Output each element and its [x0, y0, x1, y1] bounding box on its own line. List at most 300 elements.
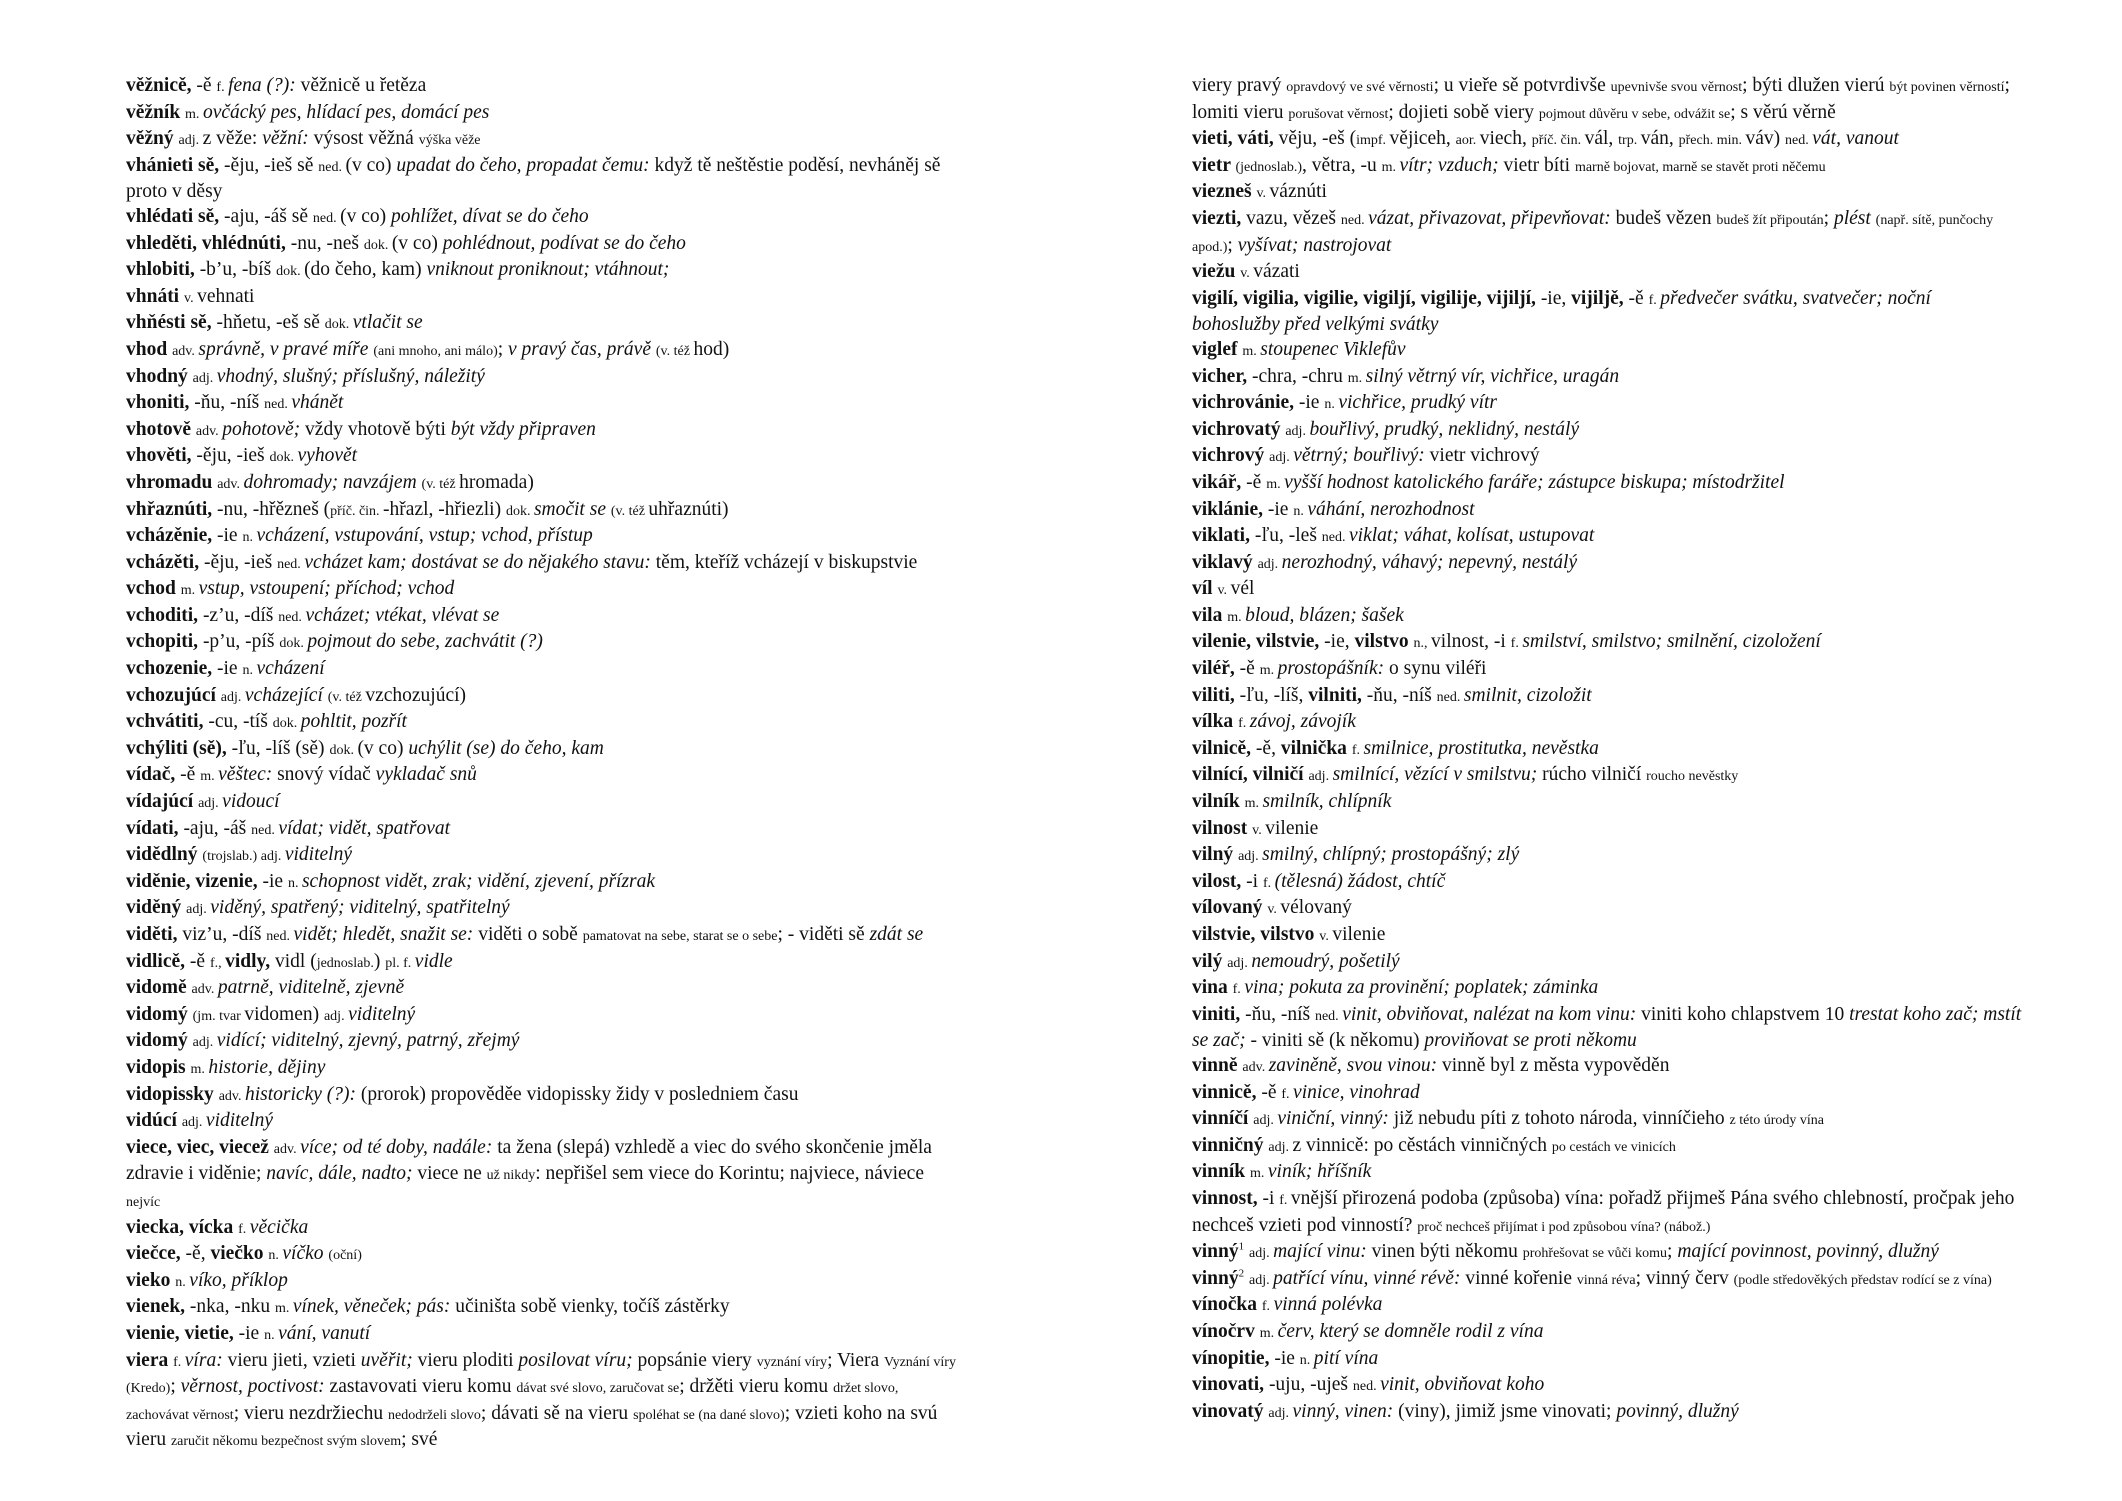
entry-text: adj. — [181, 1115, 206, 1131]
entry-text: ; vzieti koho na svú vieru — [126, 1402, 938, 1451]
entry-text: vietr bíti — [1503, 154, 1575, 176]
dictionary-entry — [1192, 763, 2022, 790]
dictionary-entry — [126, 1109, 956, 1136]
headword: vínočka — [1192, 1294, 1262, 1316]
headword: vhromadu — [126, 471, 218, 493]
headword: viniti, — [1192, 1003, 1246, 1025]
entry-text: pojmout důvěru v sebe, odvážit se — [1538, 106, 1731, 122]
dictionary-entry — [1192, 1293, 2022, 1320]
entry-text: -nu, -neš — [290, 232, 364, 254]
entry-text: f. — [1238, 716, 1250, 732]
dictionary-entry — [126, 127, 956, 154]
entry-text: větrný; bouřlivý: — [1293, 445, 1430, 467]
entry-text: zastavovati vieru komu — [329, 1376, 517, 1398]
headword: vinovatý — [1192, 1400, 1269, 1422]
headword: viděný — [126, 897, 187, 919]
entry-text: vcházení — [256, 658, 325, 680]
dictionary-entry — [126, 1216, 956, 1243]
entry-text: m. — [1250, 1166, 1268, 1182]
entry-text: správně, v pravé míře — [198, 338, 374, 360]
entry-text: vinen býti někomu — [1371, 1241, 1523, 1263]
headword: vhotově — [126, 418, 196, 440]
entry-text: dok. — [363, 237, 392, 253]
headword: vigilí, vigilia, vigilie, vigiljí, vigilije, vijiljí, — [1192, 287, 1541, 309]
entry-text: vélovaný — [1280, 897, 1352, 919]
entry-text: ; své — [401, 1429, 438, 1451]
entry-text: být povinen věrností — [1889, 80, 2005, 95]
entry-text: více; od té doby, nadále: — [300, 1136, 498, 1158]
entry-text: adv. — [1242, 1059, 1269, 1075]
entry-text: -z’u, -díš — [202, 604, 279, 626]
dictionary-entry — [1192, 577, 2022, 604]
entry-text: vinné kořenie — [1465, 1267, 1577, 1289]
entry-text: opravdový ve své věrnosti — [1286, 80, 1434, 95]
entry-text: ned. — [312, 210, 341, 226]
dictionary-entry — [126, 923, 956, 950]
entry-text: viditelný — [284, 844, 352, 866]
dictionary-entry — [1192, 710, 2022, 737]
entry-text: zaručit někomu bezpečnost svým slovem — [170, 1434, 402, 1450]
headword: vina — [1192, 977, 1233, 999]
dictionary-entry — [126, 498, 956, 525]
headword: vídati, — [126, 817, 184, 839]
entry-text: vinit, obviňovat koho — [1380, 1374, 1545, 1396]
entry-text: ned. — [278, 609, 306, 625]
dictionary-entry — [1192, 1240, 2022, 1267]
entry-text: n. — [1324, 397, 1339, 413]
entry-text: v. — [183, 290, 198, 306]
entry-text: -ě, — [1255, 737, 1281, 759]
headword: vinníčí — [1192, 1108, 1254, 1130]
dictionary-entry — [126, 258, 956, 285]
dictionary-entry — [1192, 1081, 2022, 1108]
headword: vilstvo — [1354, 631, 1414, 653]
entry-text: viece ne — [417, 1163, 487, 1185]
dictionary-entry — [126, 471, 956, 498]
entry-text: -nka, -nku — [189, 1296, 275, 1318]
entry-text: mající vinu: — [1273, 1241, 1372, 1263]
dictionary-entry — [1192, 418, 2022, 445]
dictionary-entry — [126, 763, 956, 790]
entry-text: vítr; vzduch; — [1399, 154, 1504, 176]
entry-text: m. — [190, 1061, 209, 1077]
entry-text: porušovat věrnost — [1288, 106, 1389, 122]
entry-text: -ie, — [1540, 287, 1572, 309]
entry-text: (např. sítě, punčochy apod.) — [1192, 212, 1994, 255]
entry-text: -ě — [196, 75, 217, 96]
entry-text: závoj, závojík — [1249, 711, 1356, 733]
dictionary-entry — [1192, 1160, 2022, 1187]
entry-text: roucho nevěstky — [1646, 769, 1739, 785]
headword: vidúcí — [126, 1110, 182, 1132]
dictionary-entry — [126, 551, 956, 578]
entry-text: vání, vanutí — [278, 1322, 371, 1344]
entry-text: vát, vanout — [1812, 128, 1899, 150]
dictionary-entry — [1192, 630, 2022, 657]
entry-text: ned. — [1436, 689, 1464, 705]
entry-text: hod) — [693, 338, 730, 360]
entry-text: dok. — [324, 317, 353, 333]
headword: vidopis — [126, 1056, 191, 1078]
entry-text: vyšší hodnost katolického faráře; zástupce biskupa; místodržitel — [1284, 471, 1785, 493]
headword: vichrový — [1192, 445, 1270, 467]
headword: vieti, váti, — [1192, 128, 1279, 150]
entry-text: snový vídač — [277, 764, 376, 786]
entry-text: f. — [1279, 1192, 1291, 1208]
entry-text: vcházet kam; dostávat se do nějakého stavu: — [304, 551, 656, 573]
dictionary-entry — [1192, 950, 2022, 977]
entry-text: dok. — [269, 450, 298, 466]
entry-text: impf. — [1356, 133, 1390, 149]
entry-text: proviňovat se proti někomu — [1424, 1030, 1637, 1052]
entry-text: plést — [1833, 207, 1876, 229]
entry-text: (jednoslab.) — [1235, 159, 1302, 175]
entry-text: dok. — [279, 636, 308, 652]
entry-text: ; lomiti vieru — [1192, 75, 2010, 123]
entry-text: vilenie — [1265, 817, 1319, 839]
entry-text: vinný, vinen: — [1292, 1400, 1399, 1422]
headword: vinničný — [1192, 1134, 1269, 1156]
entry-text: upevnivše svou věrnost — [1610, 80, 1743, 95]
entry-text: m. — [1259, 663, 1278, 679]
dictionary-entry — [126, 74, 956, 101]
entry-text: smilnící, vězící v smilstvu; — [1332, 764, 1543, 786]
entry-text: ; býti dlužen vierú — [1742, 75, 1890, 96]
entry-text: ) — [373, 950, 386, 972]
dictionary-column-right — [1192, 74, 2022, 1426]
dictionary-entry — [126, 444, 956, 471]
entry-text: vhodný, slušný; příslušný, náležitý — [216, 365, 485, 387]
headword: vidomě — [126, 977, 192, 999]
headword: vilstvie, vilstvo — [1192, 924, 1320, 945]
headword: vhlédati sě, — [126, 205, 225, 227]
entry-text: smilník, chlípník — [1262, 791, 1392, 813]
headword: vhánieti sě, — [126, 154, 225, 176]
dictionary-entry — [1192, 817, 2022, 844]
headword: vikář, — [1192, 471, 1247, 493]
entry-text: víra: — [184, 1349, 228, 1371]
headword: vídajúcí — [126, 791, 199, 813]
entry-text: budeš vězen — [1615, 207, 1717, 229]
entry-text: zdát se — [869, 924, 924, 945]
headword: vilnící, vilničí — [1192, 764, 1309, 786]
entry-text: aor. — [1455, 133, 1480, 149]
entry-text: ; vieru nezdržiechu — [233, 1402, 388, 1424]
entry-text: ned. — [251, 822, 279, 838]
dictionary-entry — [1192, 870, 2022, 897]
headword: vinovati, — [1192, 1374, 1269, 1396]
dictionary-entry — [126, 1083, 956, 1110]
entry-text: váhání, nerozhodnost — [1307, 498, 1475, 520]
headword: viděnie, vizenie, — [126, 870, 263, 892]
headword: vilnicě, — [1192, 737, 1256, 759]
entry-text: vcházející — [244, 684, 328, 706]
entry-text: adj. — [220, 689, 245, 705]
entry-text: pl. f. — [385, 955, 415, 971]
entry-text: adj. — [1308, 769, 1333, 785]
entry-text: vcházet; vtékat, vlévat se — [305, 604, 500, 626]
dictionary-entry — [126, 1269, 956, 1296]
entry-text: věrnost, poctivost: — [180, 1376, 330, 1398]
entry-text: ned. — [1340, 212, 1369, 228]
headword: vilnost — [1192, 817, 1253, 839]
dictionary-entry — [1192, 790, 2022, 817]
entry-text: adj. — [1269, 450, 1294, 466]
headword: viezneš — [1192, 181, 1257, 203]
entry-text: popsánie viery — [637, 1349, 757, 1371]
entry-text: m. — [180, 583, 199, 599]
entry-text: -nu, -hřězneš ( — [217, 498, 331, 520]
headword: vcházěnie, — [126, 525, 217, 547]
entry-text: věštec: — [218, 764, 278, 786]
headword: vilník — [1192, 791, 1245, 813]
headword: vílka — [1192, 711, 1239, 733]
entry-text: smilství, smilstvo; smilnění, cizoložení — [1522, 631, 1821, 653]
entry-text: -ie — [216, 525, 243, 547]
dictionary-entry — [1192, 498, 2022, 525]
dictionary-entry — [126, 1136, 956, 1216]
headword: vilný — [1192, 844, 1239, 866]
dictionary-entry — [126, 311, 956, 338]
entry-text: f. — [173, 1354, 185, 1370]
entry-text: (oční) — [328, 1248, 362, 1264]
entry-text: -ie — [1274, 1347, 1300, 1369]
entry-text: ; vinný červ — [1635, 1267, 1734, 1289]
headword: vidomý — [126, 1030, 193, 1052]
dictionary-column-left — [126, 74, 956, 1455]
entry-text: ; — [497, 338, 509, 360]
dictionary-entry — [1192, 843, 2022, 870]
headword: vílovaný — [1192, 897, 1268, 919]
entry-text: ; Viera — [827, 1349, 885, 1371]
entry-text: upadat do čeho, propadat čemu: — [396, 154, 655, 176]
entry-text: ned. — [266, 929, 294, 944]
entry-text: vidomen) — [244, 1003, 324, 1025]
entry-text: vázat, přivazovat, připevňovat: — [1368, 207, 1616, 229]
entry-text: -hřazl, -hřiezli) — [383, 498, 506, 520]
headword: vicher, — [1192, 365, 1252, 387]
entry-text: adj. — [1268, 1405, 1293, 1421]
entry-text: ovčácký pes, hlídací pes, domácí pes — [202, 101, 490, 123]
entry-text: vinně byl z města vypověděn — [1442, 1054, 1670, 1076]
dictionary-entry — [126, 232, 956, 259]
dictionary-entry — [1192, 444, 2022, 471]
entry-text: v. — [1252, 822, 1266, 838]
entry-text: viděný, spatřený; viditelný, spatřitelný — [210, 897, 510, 919]
entry-text: nedodrželi slovo — [387, 1407, 481, 1423]
entry-text: -ňu, -níš — [1366, 684, 1437, 706]
dictionary-entry — [126, 657, 956, 684]
dictionary-entry — [126, 684, 956, 711]
entry-text: adj. — [192, 370, 217, 386]
entry-text: historicky (?): — [245, 1083, 361, 1105]
entry-text: vzchozujúcí) — [365, 684, 467, 706]
entry-text: ; držěti vieru komu — [679, 1376, 834, 1398]
dictionary-entry — [126, 338, 956, 365]
headword: vínočrv — [1192, 1320, 1260, 1342]
entry-text: -aju, -áš — [183, 817, 252, 839]
headword: viečko — [210, 1243, 269, 1265]
entry-text: adj. — [1227, 955, 1252, 971]
dictionary-entry — [1192, 604, 2022, 631]
entry-text: -ěju, -ieš — [203, 551, 278, 573]
entry-text: -ľu, -líš (sě) — [231, 737, 330, 759]
entry-text: smočit se — [533, 498, 611, 520]
headword: viděti, — [126, 924, 183, 945]
entry-text: viditelný — [205, 1110, 274, 1132]
entry-text: adj. — [1253, 1113, 1278, 1129]
entry-text: vinná polévka — [1273, 1294, 1383, 1316]
entry-text: -chra, -chru — [1251, 365, 1348, 387]
entry-text: (podle středověkých představ rodící se z vína) — [1733, 1272, 1992, 1288]
entry-text: příč. čin. — [1531, 133, 1585, 149]
dictionary-entry — [1192, 338, 2022, 365]
entry-text: n. — [1299, 1352, 1314, 1368]
entry-text: adj. — [198, 796, 223, 812]
dictionary-entry — [126, 154, 956, 205]
headword: viliti, — [1192, 684, 1240, 706]
entry-text: schopnost vidět, zrak; vidění, zjevení, přízrak — [301, 870, 656, 892]
entry-text: o synu viléři — [1388, 658, 1487, 680]
headword: věžník — [126, 101, 186, 123]
headword: vhřaznúti, — [126, 498, 218, 520]
entry-text: příč. čin. — [330, 503, 384, 519]
entry-text: ; — [1227, 234, 1238, 256]
dictionary-entry — [1192, 154, 2022, 181]
dictionary-entry — [126, 710, 956, 737]
entry-text: viník; hříšník — [1267, 1161, 1372, 1183]
entry-text: vazu, vězeš — [1246, 207, 1341, 229]
entry-text: navíc, dále, nadto; — [266, 1163, 418, 1185]
dictionary-entry — [126, 365, 956, 392]
entry-text: vyznání víry — [756, 1354, 828, 1370]
headword: vchopiti, — [126, 631, 203, 653]
entry-text: jednoslab. — [316, 955, 374, 971]
headword: vinný — [1192, 1267, 1239, 1289]
entry-text: adv. — [218, 1088, 245, 1104]
entry-text: ván, — [1640, 128, 1679, 150]
entry-text: adj. — [192, 1035, 217, 1051]
headword: vieko — [126, 1269, 176, 1291]
entry-text: vieru jieti, vzieti — [227, 1349, 361, 1371]
entry-text: , větra, -u — [1301, 154, 1382, 176]
entry-text: m. — [185, 106, 203, 122]
entry-text: -cu, -tíš — [208, 711, 273, 733]
dictionary-entry — [1192, 74, 2022, 127]
dictionary-entry — [126, 604, 956, 631]
entry-text: -b’u, -bíš — [199, 259, 277, 281]
dictionary-entry — [1192, 471, 2022, 498]
entry-text: -ie — [1267, 498, 1294, 520]
headword: vilniti, — [1308, 684, 1367, 706]
entry-text: nejvíc — [126, 1194, 161, 1210]
entry-text: ; dojieti sobě viery — [1388, 101, 1539, 123]
dictionary-entry — [126, 285, 956, 312]
headword: vchýliti (sě), — [126, 737, 232, 759]
entry-text: historie, dějiny — [208, 1056, 326, 1078]
entry-text: -ě — [1246, 471, 1267, 493]
entry-text: adj. — [1248, 1272, 1274, 1288]
entry-text: -ľu, -leš — [1254, 525, 1322, 547]
headword: vienek, — [126, 1296, 190, 1318]
headword: viglef — [1192, 338, 1243, 360]
entry-text: z vinnicě: po cěstách vinničných — [1292, 1134, 1552, 1156]
entry-text: když tě neštěstie poděsí, nevháněj sě proto v děsy — [126, 154, 941, 203]
dictionary-entry — [126, 843, 956, 870]
headword: vidopissky — [126, 1083, 219, 1105]
entry-text: smilný, chlípný; prostopášný; zlý — [1262, 844, 1520, 866]
entry-text: n. — [264, 1327, 279, 1343]
entry-text: vidle — [414, 950, 453, 972]
entry-text: m. — [1381, 159, 1400, 175]
entry-text: patrně, viditelně, zjevně — [217, 977, 405, 999]
headword: vinný — [1192, 1241, 1239, 1263]
dictionary-entry — [126, 1349, 956, 1455]
entry-text: -ě — [189, 950, 210, 972]
entry-text: v. — [1267, 902, 1281, 918]
entry-text: vázati — [1253, 261, 1300, 283]
entry-text: ; u vieře sě potvrdivše — [1433, 75, 1611, 96]
entry-text: -i — [1262, 1187, 1280, 1209]
entry-text: víko, příklop — [189, 1269, 288, 1291]
headword: vhoniti, — [126, 392, 195, 414]
entry-text: vál, — [1584, 128, 1619, 150]
entry-text: adv. — [172, 343, 199, 359]
entry-text: ned. — [264, 397, 292, 413]
entry-text: váznúti — [1269, 181, 1327, 203]
entry-text: vinná réva — [1576, 1272, 1636, 1288]
headword: viečce, — [126, 1243, 186, 1265]
entry-text: posilovat víru; — [518, 1349, 638, 1371]
entry-text: 2 — [1238, 1267, 1245, 1280]
headword: vilnička — [1280, 737, 1352, 759]
entry-text: uhřaznúti) — [648, 498, 729, 520]
entry-text: vidl ( — [274, 950, 317, 972]
headword: vilenie, vilstvie, — [1192, 631, 1325, 653]
headword: vilost, — [1192, 870, 1247, 892]
entry-text: věžní: — [262, 128, 314, 150]
entry-text: ned. — [1785, 133, 1813, 149]
entry-text: (ani mnoho, ani málo) — [373, 343, 498, 359]
headword: vidly, — [225, 950, 275, 972]
entry-text: z této úrody vína — [1729, 1113, 1825, 1129]
entry-text: stoupenec Viklefův — [1260, 338, 1406, 360]
dictionary-entry — [126, 790, 956, 817]
entry-text: proč nechceš přijímat i pod způsobou vína? (nábož.) — [1417, 1219, 1711, 1235]
headword: vhnáti — [126, 285, 184, 307]
entry-text: ; dávati sě na vieru — [480, 1402, 634, 1424]
dictionary-entry — [1192, 1267, 2022, 1294]
headword: vchoditi, — [126, 604, 203, 626]
headword: vinník — [1192, 1161, 1250, 1183]
entry-text: -ě — [1239, 658, 1260, 680]
dictionary-entry — [1192, 1003, 2022, 1054]
entry-text: víčko — [282, 1243, 329, 1265]
entry-text: ned. — [277, 556, 305, 572]
entry-text: adv. — [191, 982, 218, 998]
dictionary-entry — [1192, 287, 2022, 338]
entry-text: držet slovo, zachovávat věrnost — [126, 1381, 899, 1423]
entry-text: f. — [1262, 875, 1275, 891]
entry-text: adj. — [1238, 849, 1263, 865]
entry-text: budeš žít připoután — [1716, 212, 1824, 228]
entry-text: vstup, vstoupení; příchod; vchod — [198, 578, 455, 600]
headword: viecka, vícka — [126, 1216, 239, 1238]
entry-text: spoléhat se (na dané slovo) — [633, 1407, 785, 1423]
dictionary-entry — [1192, 391, 2022, 418]
entry-text: m. — [274, 1301, 293, 1317]
headword: vidědlný — [126, 844, 203, 866]
